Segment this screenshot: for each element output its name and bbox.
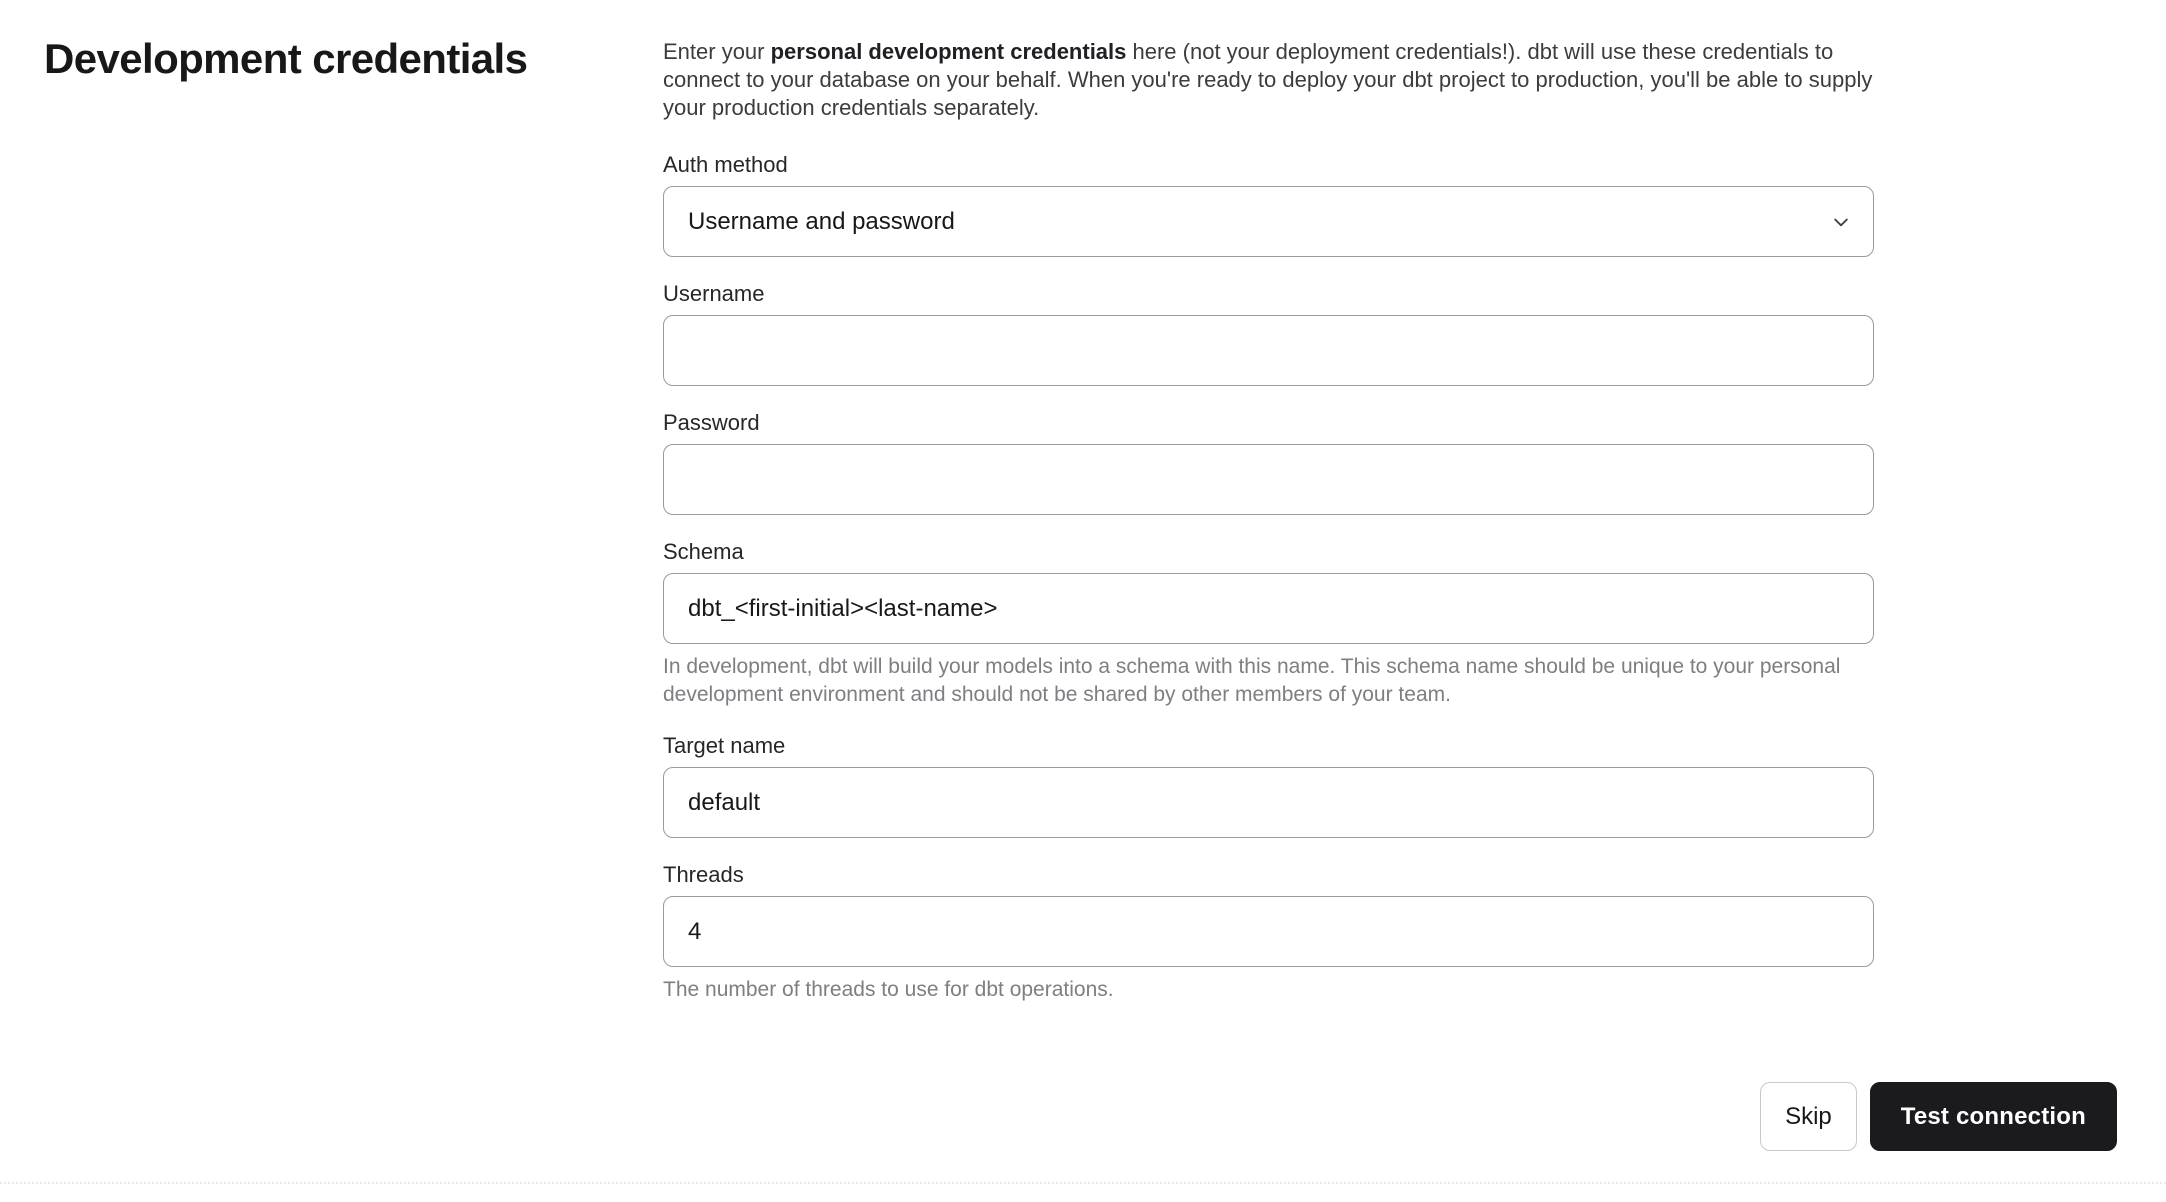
schema-help-text: In development, dbt will build your models into a schema with this name. This schema name should be unique to your personal development environment and should not be shared by other members of your team. <box>663 655 1841 706</box>
password-label: Password <box>663 410 760 435</box>
target-name-label: Target name <box>663 733 786 758</box>
schema-label: Schema <box>663 539 744 564</box>
password-field-group <box>663 410 1874 515</box>
schema-input[interactable] <box>663 573 1874 644</box>
password-input[interactable] <box>663 444 1874 515</box>
chevron-down-icon <box>1831 212 1851 232</box>
page-title: Development credentials <box>44 35 528 82</box>
footer-actions <box>1760 1082 2117 1151</box>
description-text <box>663 38 1874 122</box>
schema-field-group <box>663 539 1874 709</box>
bottom-divider <box>0 1182 2166 1184</box>
skip-button[interactable]: Skip <box>1760 1082 1857 1151</box>
description-post: here (not your deployment credentials!). dbt will use these credentials to connect to your database on your behalf. When you're ready to deploy your dbt project to production, you'll be able to supply your production credentials separately. <box>663 39 1873 120</box>
username-field-group <box>663 281 1874 386</box>
threads-input[interactable] <box>663 896 1874 967</box>
threads-label: Threads <box>663 862 744 887</box>
auth-method-select[interactable] <box>663 186 1874 257</box>
auth-method-selected-value: Username and password <box>688 207 955 235</box>
description-pre: Enter your <box>663 39 771 64</box>
auth-method-label: Auth method <box>663 152 788 177</box>
username-label: Username <box>663 281 765 306</box>
target-name-field-group <box>663 733 1874 838</box>
section-heading-column <box>44 34 663 1028</box>
threads-field-group <box>663 862 1874 1004</box>
description-bold: personal development credentials <box>770 39 1127 64</box>
username-input[interactable] <box>663 315 1874 386</box>
auth-method-field-group <box>663 152 1874 257</box>
target-name-input[interactable] <box>663 767 1874 838</box>
credentials-form <box>663 34 1874 1028</box>
test-connection-button[interactable]: Test connection <box>1870 1082 2117 1151</box>
threads-help-text: The number of threads to use for dbt operations. <box>663 978 1114 1001</box>
